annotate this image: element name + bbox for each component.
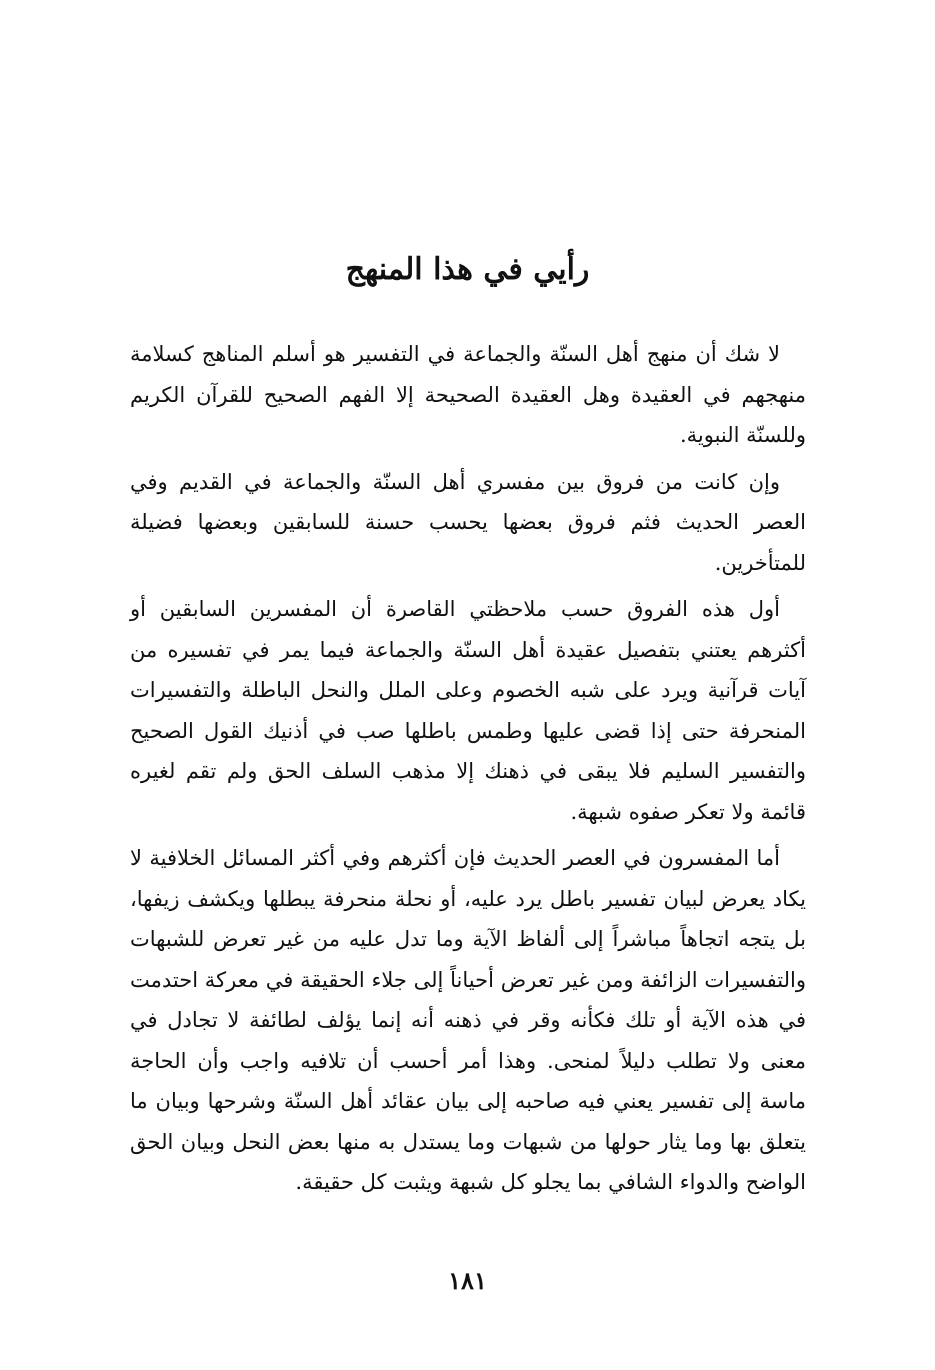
paragraph: وإن كانت من فروق بين مفسري أهل السنّة والجماعة في القديم وفي العصر الحديث فثم فروق بعضها يحسب حسنة للسابقين وبعضها فضيلة للمتأخرين. [130, 469, 806, 575]
paragraph: لا شك أن منهج أهل السنّة والجماعة في التفسير هو أسلم المناهج كسلامة منهجهم في العقيدة وهل العقيدة الصحيحة إلا الفهم الصحيح للقرآن الكريم وللسنّة النبوية. [130, 342, 806, 447]
paragraph: أما المفسرون في العصر الحديث فإن أكثرهم وفي أكثر المسائل الخلافية لا يكاد يعرض لبيان تفسير باطل يرد عليه، أو نحلة منحرفة يبطلها ويكشف زيفها، بل يتجه اتجاهاً مباشراً إلى ألفاظ الآية وما تدل عليه من غير تعرض للشبهات والتفسيرات الزائفة ومن غير تعرض أحياناً إلى جلاء الحقيقة في معركة احتدمت في هذه الآية أو تلك فكأنه وقر في ذهنه أنه إنما يؤلف لطائفة لا تجادل في معنى ولا تطلب دليلاً لمنحى. وهذا أمر أحسب أن تلافيه واجب وأن الحاجة ماسة إلى تفسير يعني فيه صاحبه إلى بيان عقائد أهل السنّة وشرحها وبيان ما يتعلق بها وما يثار حولها من شبهات وما يستدل به منها بعض النحل وبيان الحق الواضح والدواء الشافي بما يجلو كل شبهة ويثبت كل حقيقة. [130, 846, 806, 1194]
paragraph: أول هذه الفروق حسب ملاحظتي القاصرة أن المفسرين السابقين أو أكثرهم يعتني بتفصيل عقيدة أهل السنّة والجماعة فيما يمر في تفسيره من آيات قرآنية ويرد على شبه الخصوم وعلى الملل والنحل الباطلة والتفسيرات المنحرفة حتى إذا قضى عليها وطمس باطلها صب في أذنيك القول الصحيح والتفسير السليم فلا يبقى في ذهنك إلا مذهب السلف الحق ولم تقم لغيره قائمة ولا تعكر صفوه شبهة. [130, 597, 806, 824]
body-text [130, 334, 806, 1209]
page-number: ١٨١ [448, 1266, 487, 1295]
page-heading: رأيي في هذا المنهج [345, 252, 590, 287]
